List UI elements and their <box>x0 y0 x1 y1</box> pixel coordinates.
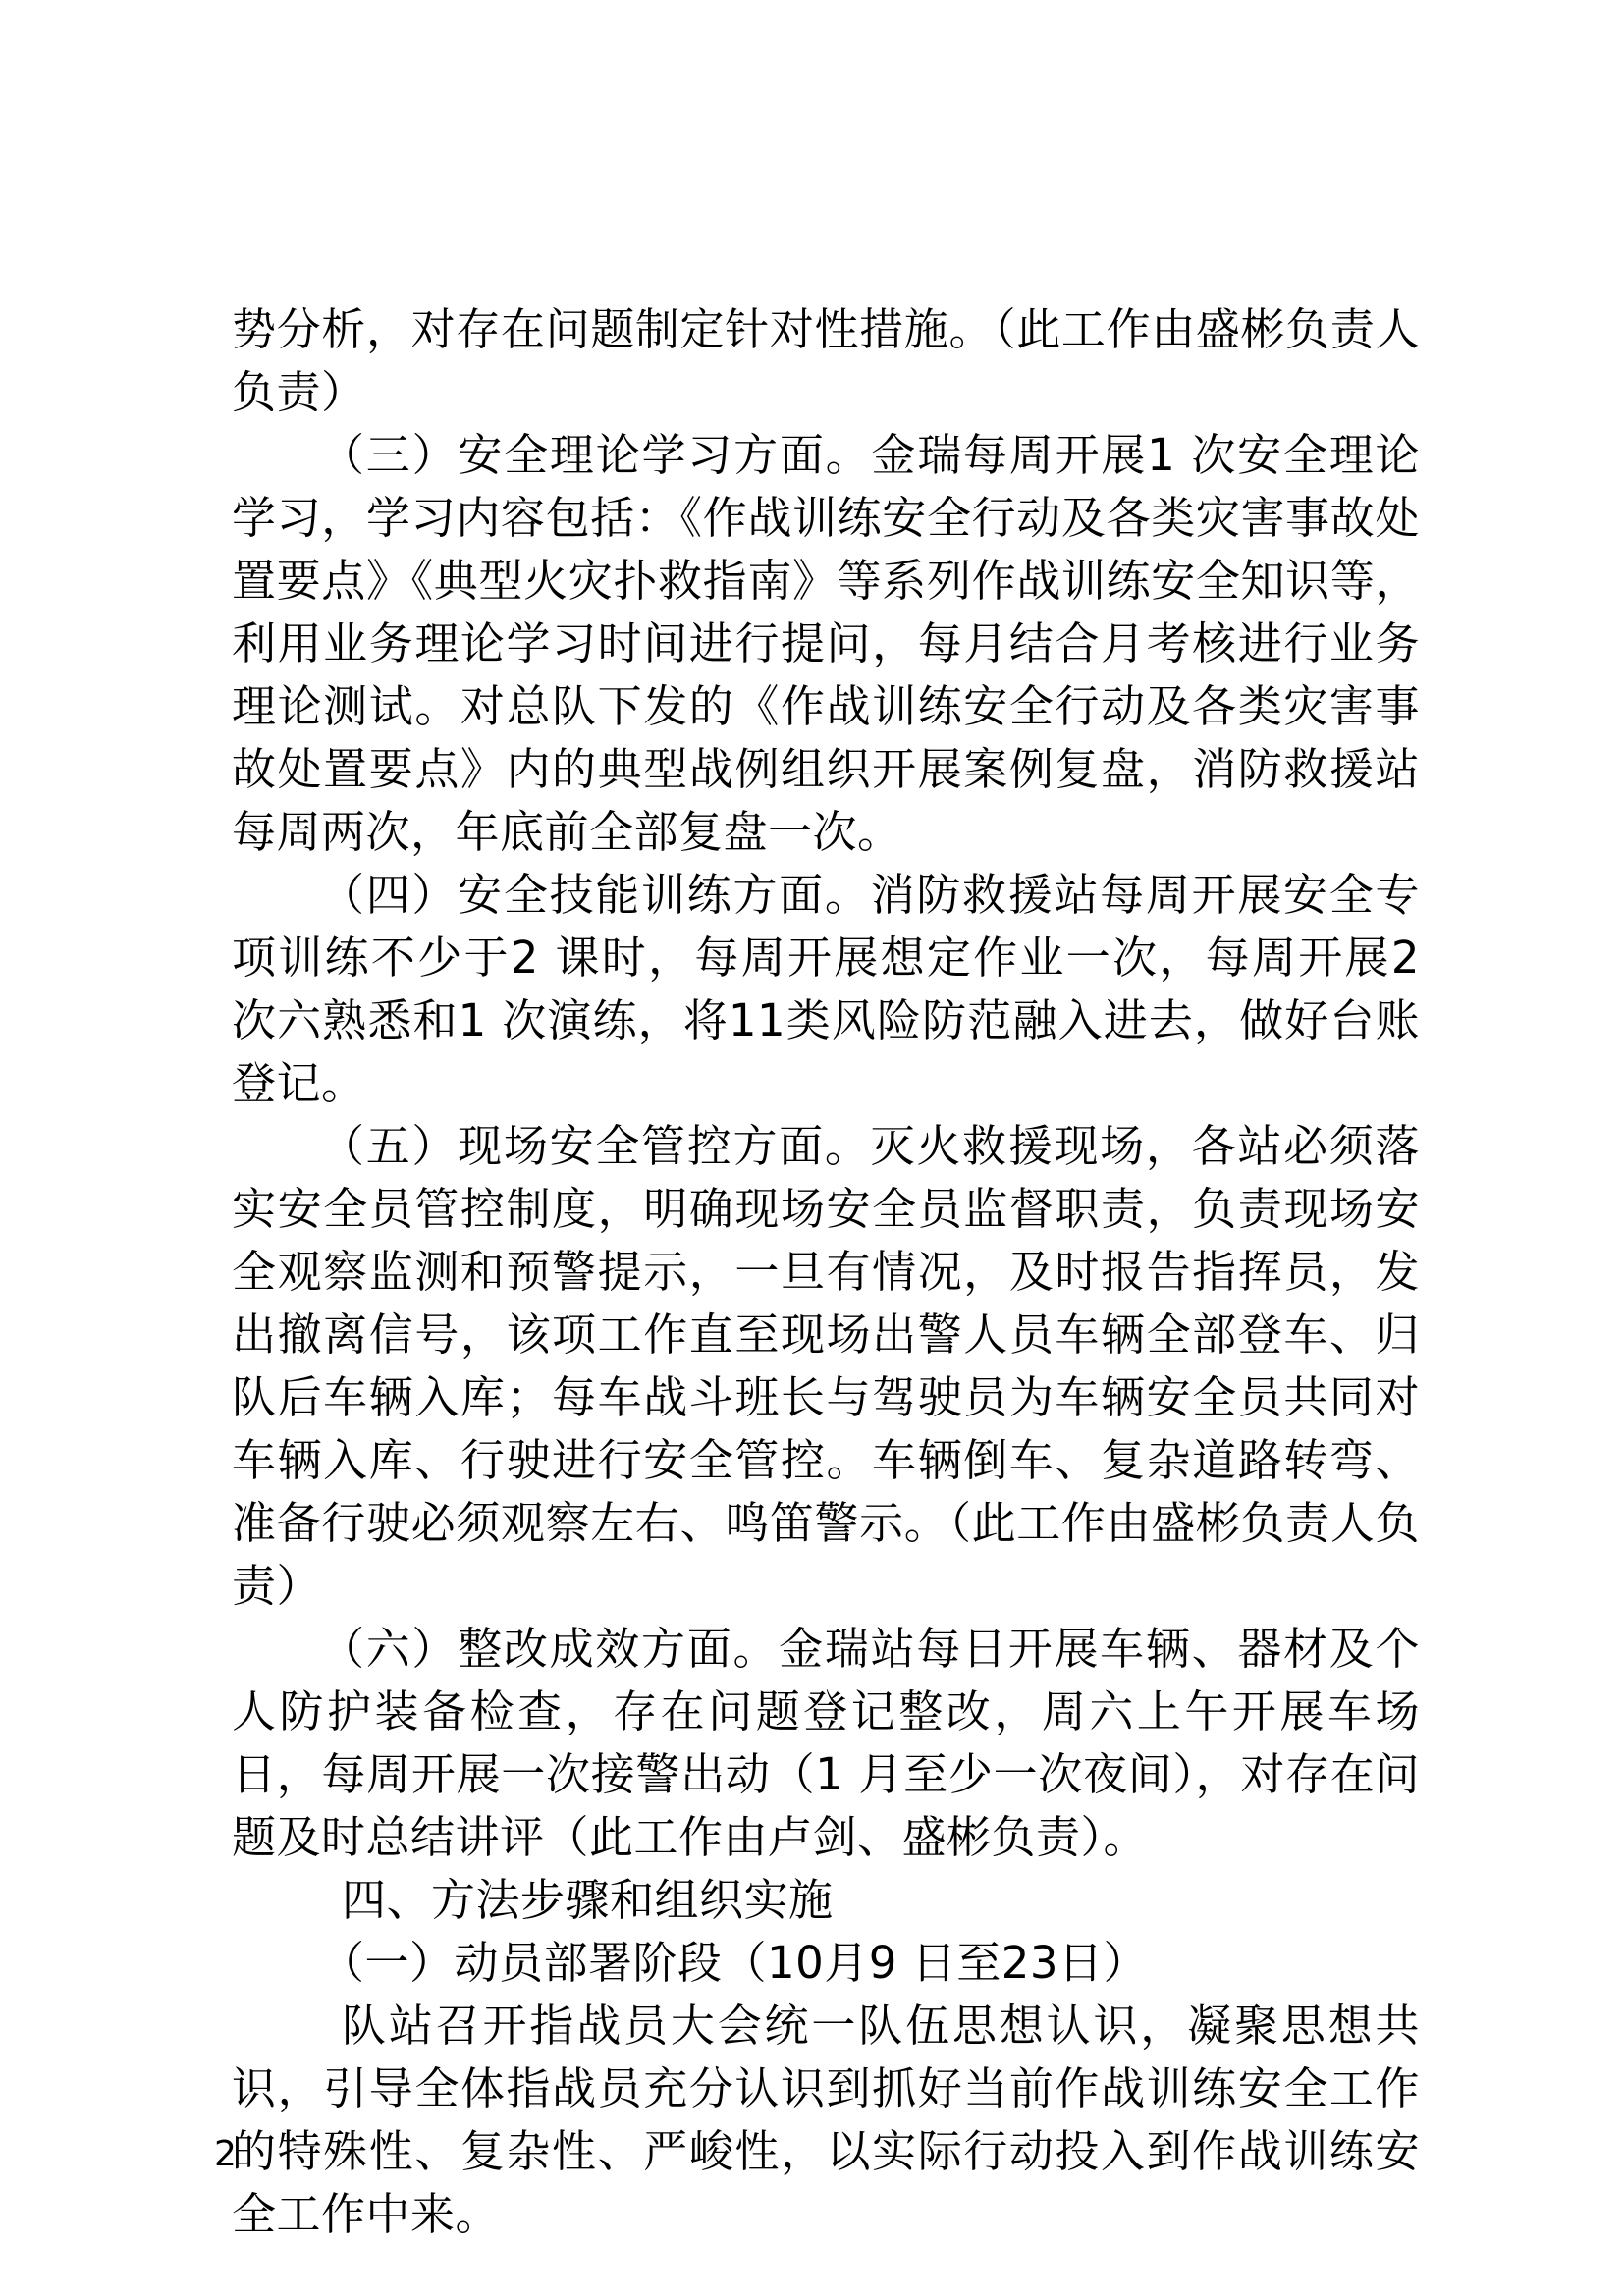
paragraph-site-control: （五）现场安全管控方面。灭火救援现场，各站必须落实安全员管控制度，明确现场安全员监督职责，负责现场安全观察监测和预警提示，一旦有情况，及时报告指挥员，发出撤离信号，该项工作直至现场出警人员车辆全部登车、归队后车辆入库；每车战斗班长与驾驶员为车辆安全员共同对车辆入库、行驶进行安全管控。车辆倒车、复杂道路转弯、准备行驶必须观察左右、鸣笛警示。（此工作由盛彬负责人负责） <box>232 1120 1420 1612</box>
paragraph-continuation: 势分析，对存在问题制定针对性措施。（此工作由盛彬负责人负责） <box>232 303 1420 418</box>
subsection-heading-mobilization: （一）动员部署阶段（10月9 日至23日） <box>320 1937 1148 1989</box>
paragraph-theory-study: （三）安全理论学习方面。金瑞每周开展1 次安全理论学习，学习内容包括：《作战训练安全行动及各类灾害事故处置要点》《典型火灾扑救指南》等系列作战训练安全知识等，利用业务理论学习时间进行提问，每月结合月考核进行业务理论测试。对总队下发的《作战训练安全行动及各类灾害事故处置要点》内的典型战例组织开展案例复盘，消防救援站每周两次，年底前全部复盘一次。 <box>232 429 1420 858</box>
page-number: 2 <box>214 2134 237 2174</box>
body-text <box>232 298 1420 2246</box>
paragraph-skill-training: （四）安全技能训练方面。消防救援站每周开展安全专项训练不少于2 课时，每周开展想定作业一次，每周开展2 次六熟悉和1 次演练，将11类风险防范融入进去，做好台账登记。 <box>232 869 1420 1109</box>
paragraph-mobilization: 队站召开指战员大会统一队伍思想认识，凝聚思想共识，引导全体指战员充分认识到抓好当前作战训练安全工作的特殊性、复杂性、严峻性，以实际行动投入到作战训练安全工作中来。 <box>232 2000 1420 2240</box>
section-heading-methods: 四、方法步骤和组织实施 <box>342 1874 834 1926</box>
paragraph-rectification: （六）整改成效方面。金瑞站每日开展车辆、器材及个人防护装备检查，存在问题登记整改，周六上午开展车场日，每周开展一次接警出动（1 月至少一次夜间），对存在问题及时总结讲评（此工作由卢剑、盛彬负责）。 <box>232 1623 1420 1863</box>
